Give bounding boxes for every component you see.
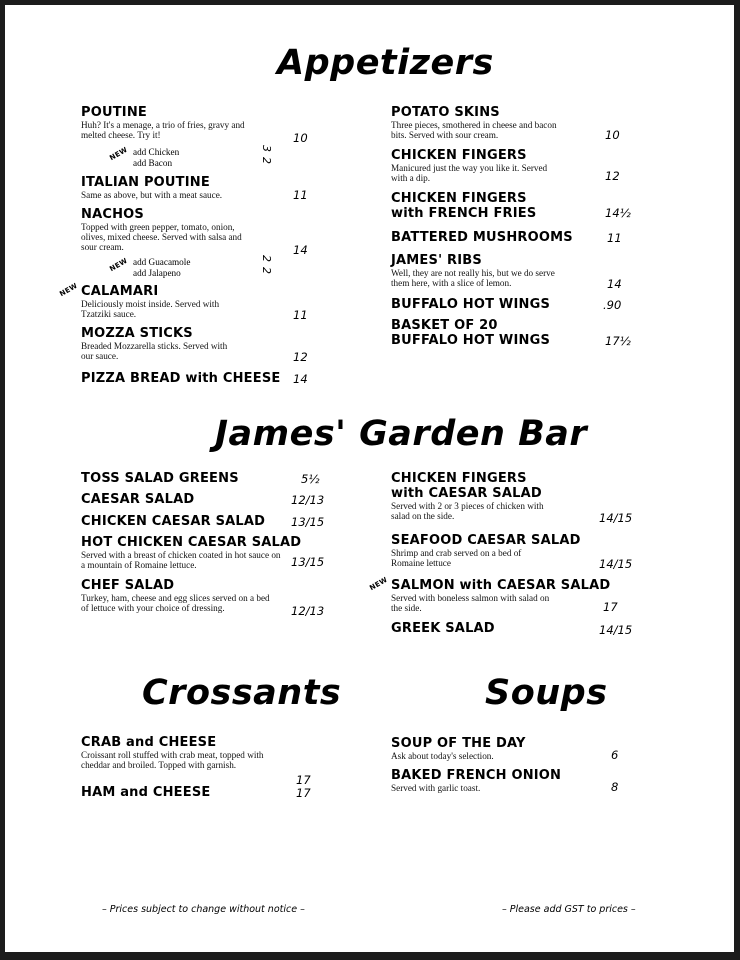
item-name: BATTERED MUSHROOMS: [391, 230, 573, 245]
menu-item-italian-poutine: [81, 175, 316, 207]
item-price: 14/15: [599, 511, 633, 525]
item-name: CHICKEN FINGERS with FRENCH FRIES: [391, 191, 537, 221]
item-price: 10: [293, 131, 308, 145]
item-price: 6: [611, 748, 619, 762]
item-price: 14½: [605, 206, 631, 220]
menu-item-mozza-sticks: [81, 326, 316, 371]
menu-item-salmon-caesar: [368, 575, 641, 621]
item-name: CHICKEN FINGERS with CAESAR SALAD: [391, 471, 542, 501]
menu-item-crab-and-cheese: [81, 735, 321, 785]
menu-item-battered-mushrooms: [391, 230, 641, 253]
item-name: GREEK SALAD: [391, 621, 495, 636]
menu-item-chicken-fingers: [391, 148, 641, 191]
new-badge: NEW: [58, 281, 79, 299]
item-price: 17: [603, 600, 618, 614]
item-name: HAM and CHEESE: [81, 785, 211, 800]
item-name: BASKET OF 20 BUFFALO HOT WINGS: [391, 318, 551, 348]
item-description: Served with garlic toast.: [391, 783, 481, 793]
item-price: 14: [607, 277, 622, 291]
item-description: Served with boneless salmon with salad on the side.: [391, 593, 550, 613]
croissants-column: [81, 735, 321, 805]
menu-item-basket-of-20: [391, 318, 641, 352]
addon-label: add Chicken: [133, 147, 180, 157]
item-price: 12: [293, 350, 308, 364]
item-description: Ask about today's selection.: [391, 751, 494, 761]
item-description: Croissant roll stuffed with crab meat, topped with cheddar and broiled. Topped with garnish.: [81, 750, 264, 770]
menu-item-potato-skins: [391, 105, 641, 148]
menu-page: [5, 5, 734, 952]
item-description: Three pieces, smothered in cheese and bacon bits. Served with sour cream.: [391, 120, 557, 140]
garden-left-column: [81, 471, 325, 626]
menu-item-chicken-caesar: [81, 514, 325, 535]
item-name: CAESAR SALAD: [81, 492, 195, 507]
addon-price: 2: [260, 267, 273, 274]
menu-item-buffalo-hot-wings: [391, 297, 641, 318]
appetizers-right-column: [391, 105, 641, 352]
item-price: 8: [611, 780, 619, 794]
item-name: SEAFOOD CAESAR SALAD: [391, 533, 581, 548]
item-name: ITALIAN POUTINE: [81, 175, 210, 190]
item-price: 14: [293, 243, 308, 257]
item-name: BAKED FRENCH ONION: [391, 768, 562, 783]
item-price: 11: [293, 188, 308, 202]
item-description: Manicured just the way you like it. Served with a dip.: [391, 163, 548, 183]
item-price: .90: [603, 298, 622, 312]
item-price: 13/15: [291, 555, 325, 569]
item-name: JAMES' RIBS: [391, 253, 482, 268]
menu-item-ham-and-cheese: [81, 785, 321, 805]
item-name: CHICKEN CAESAR SALAD: [81, 514, 266, 529]
new-badge: NEW: [108, 256, 129, 274]
item-name: TOSS SALAD GREENS: [81, 471, 239, 486]
item-description: Huh? It's a menage, a trio of fries, gravy and melted cheese. Try it!: [81, 120, 245, 140]
menu-item-baked-french-onion: [391, 768, 641, 798]
item-description: Deliciously moist inside. Served with Tzatziki sauce.: [81, 299, 220, 319]
item-description: Topped with green pepper, tomato, onion, olives, mixed cheese. Served with salsa and sour cream.: [81, 222, 242, 252]
addon-label: add Bacon: [133, 158, 173, 168]
appetizers-title: Appetizers: [277, 43, 494, 83]
item-price: 12: [605, 169, 620, 183]
new-badge: NEW: [108, 145, 129, 163]
item-description: Breaded Mozzarella sticks. Served with our sauce.: [81, 341, 228, 361]
item-name: CRAB and CHEESE: [81, 735, 217, 750]
menu-item-poutine: [81, 105, 316, 175]
item-name: SOUP OF THE DAY: [391, 736, 526, 751]
item-price: 12/13: [291, 604, 325, 618]
addon-price: 2: [260, 255, 273, 262]
item-price: 14/15: [599, 557, 633, 571]
menu-item-soup-of-the-day: [391, 736, 641, 768]
item-name: CHICKEN FINGERS: [391, 148, 527, 163]
menu-item-chicken-fingers-caesar: [391, 471, 641, 533]
item-price: 12/13: [291, 493, 325, 507]
item-description: Same as above, but with a meat sauce.: [81, 190, 223, 200]
item-name: PIZZA BREAD with CHEESE: [81, 371, 281, 386]
item-name: CHEF SALAD: [81, 578, 175, 593]
new-badge: NEW: [368, 575, 389, 593]
item-description: Served with a breast of chicken coated in hot sauce on a mountain of Romaine lettuce.: [81, 550, 281, 570]
menu-item-toss-salad: [81, 471, 321, 492]
menu-item-greek-salad: [391, 621, 641, 642]
menu-item-caesar-salad: [81, 492, 325, 514]
addon-price: 2: [260, 157, 273, 164]
item-name: BUFFALO HOT WINGS: [391, 297, 551, 312]
soups-title: Soups: [485, 673, 608, 713]
item-description: Well, they are not really his, but we do serve them here, with a slice of lemon.: [391, 268, 555, 288]
item-price: 11: [293, 308, 308, 322]
item-name: HOT CHICKEN CAESAR SALAD: [81, 535, 302, 550]
item-price: 5½: [301, 472, 320, 486]
appetizers-left-column: [58, 105, 316, 391]
item-price: 13/15: [291, 515, 325, 529]
garden-bar-title: James' Garden Bar: [215, 414, 588, 454]
menu-item-james-ribs: [391, 253, 641, 297]
menu-item-hot-chicken-caesar: [81, 535, 325, 578]
item-price: 14/15: [599, 623, 633, 637]
item-name: SALMON with CAESAR SALAD: [391, 578, 611, 593]
item-price: 17: [296, 786, 311, 800]
item-name: POUTINE: [81, 105, 148, 120]
menu-item-seafood-caesar: [391, 533, 641, 578]
menu-item-chef-salad: [81, 578, 325, 626]
footer-prices-notice: – Prices subject to change without notice –: [102, 904, 305, 915]
soups-column: [391, 736, 641, 798]
footer-gst-notice: – Please add GST to prices –: [502, 904, 636, 915]
item-price: 17½: [605, 334, 631, 348]
croissants-title: Crossants: [142, 673, 342, 713]
item-name: POTATO SKINS: [391, 105, 500, 120]
menu-item-chicken-fingers-fries: [391, 191, 641, 230]
addon-price: 3: [260, 145, 273, 152]
addon-label: add Jalapeno: [133, 268, 181, 278]
item-price: 14: [293, 372, 308, 386]
item-description: Shrimp and crab served on a bed of Romaine lettuce: [391, 548, 522, 568]
item-name: CALAMARI: [81, 284, 159, 299]
item-name: NACHOS: [81, 207, 144, 222]
menu-item-nachos: [81, 207, 316, 284]
item-price: 11: [607, 231, 622, 245]
item-description: Turkey, ham, cheese and egg slices served on a bed of lettuce with your choice of dressing.: [81, 593, 270, 613]
item-price: 17: [296, 773, 311, 787]
item-description: Served with 2 or 3 pieces of chicken with salad on the side.: [391, 501, 544, 521]
menu-item-calamari: [58, 281, 316, 326]
item-name: MOZZA STICKS: [81, 326, 193, 341]
item-price: 10: [605, 128, 620, 142]
addon-label: add Guacamole: [133, 257, 191, 267]
garden-right-column: [368, 471, 641, 642]
menu-item-pizza-bread: [81, 371, 316, 391]
